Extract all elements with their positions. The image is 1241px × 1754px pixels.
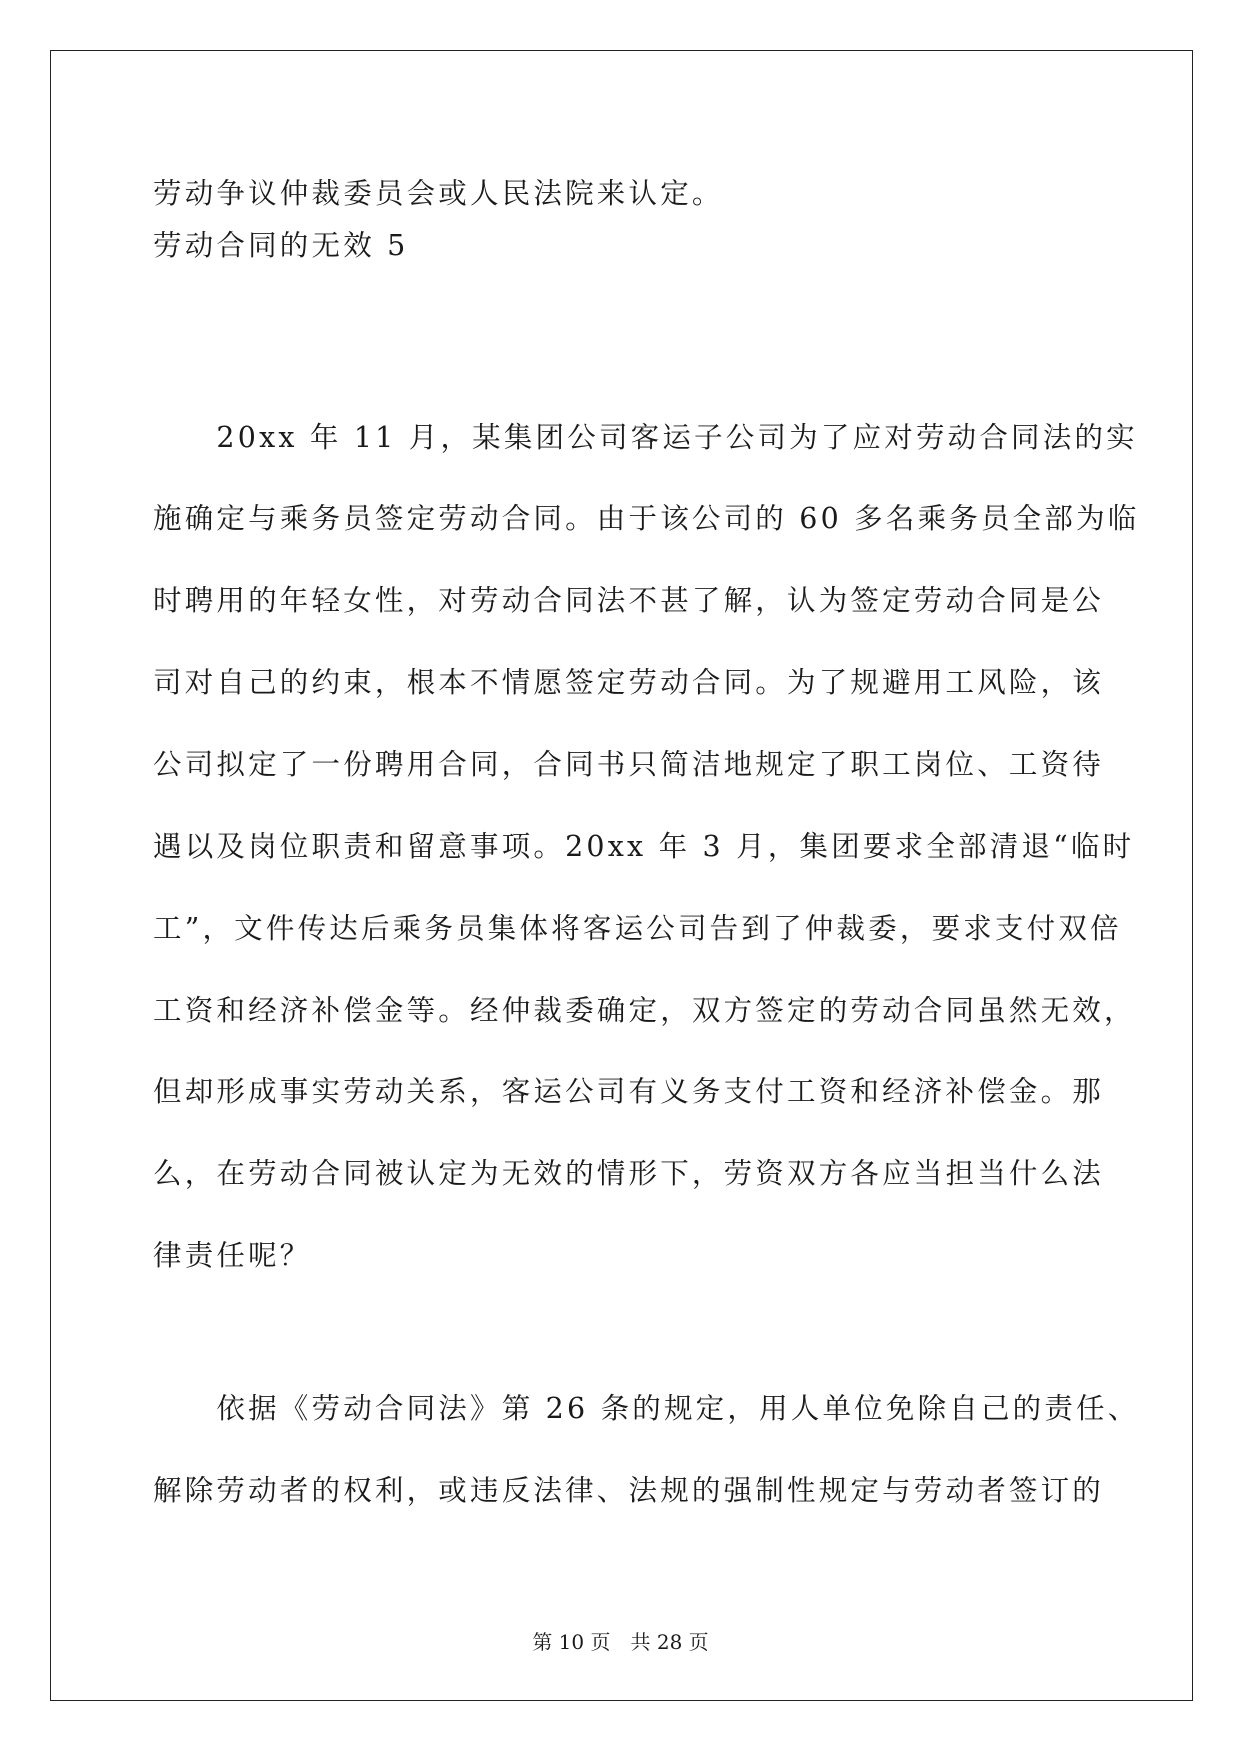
paragraph-1-line-4: 司对自己的约束，根本不情愿签定劳动合同。为了规避用工风险，该 [153, 666, 1105, 699]
paragraph-1-line-7: 工”，文件传达后乘务员集体将客运公司告到了仲裁委，要求支付双倍 [153, 912, 1122, 945]
paragraph-1-line-5: 公司拟定了一份聘用合同，合同书只简洁地规定了职工岗位、工资待 [153, 748, 1105, 781]
paragraph-1-line-2: 施确定与乘务员签定劳动合同。由于该公司的 60 多名乘务员全部为临 [153, 502, 1140, 535]
paragraph-1-line-9: 但却形成事实劳动关系，客运公司有义务支付工资和经济补偿金。那 [153, 1075, 1105, 1108]
paragraph-1-line-11: 律责任呢？ [153, 1239, 312, 1272]
paragraph-1-line-3: 时聘用的年轻女性，对劳动合同法不甚了解，认为签定劳动合同是公 [153, 584, 1105, 617]
page-number-footer: 第 10 页 共 28 页 [532, 1630, 709, 1654]
paragraph-1-line-6: 遇以及岗位职责和留意事项。20xx 年 3 月，集团要求全部清退“临时 [153, 830, 1135, 863]
paragraph-1-line-10: 么，在劳动合同被认定为无效的情形下，劳资双方各应当担当什么法 [153, 1157, 1105, 1190]
page-border [50, 50, 1193, 1701]
paragraph-1-line-1: 20xx 年 11 月，某集团公司客运子公司为了应对劳动合同法的实 [153, 421, 1138, 454]
paragraph-1-line-8: 工资和经济补偿金等。经仲裁委确定，双方签定的劳动合同虽然无效， [153, 994, 1136, 1027]
section-heading: 劳动合同的无效 5 [153, 229, 409, 262]
paragraph-2-line-1: 依据《劳动合同法》第 26 条的规定，用人单位免除自己的责任、 [153, 1392, 1140, 1425]
paragraph-2-line-2: 解除劳动者的权利，或违反法律、法规的强制性规定与劳动者签订的 [153, 1474, 1105, 1507]
body-line-1: 劳动争议仲裁委员会或人民法院来认定。 [153, 177, 724, 210]
